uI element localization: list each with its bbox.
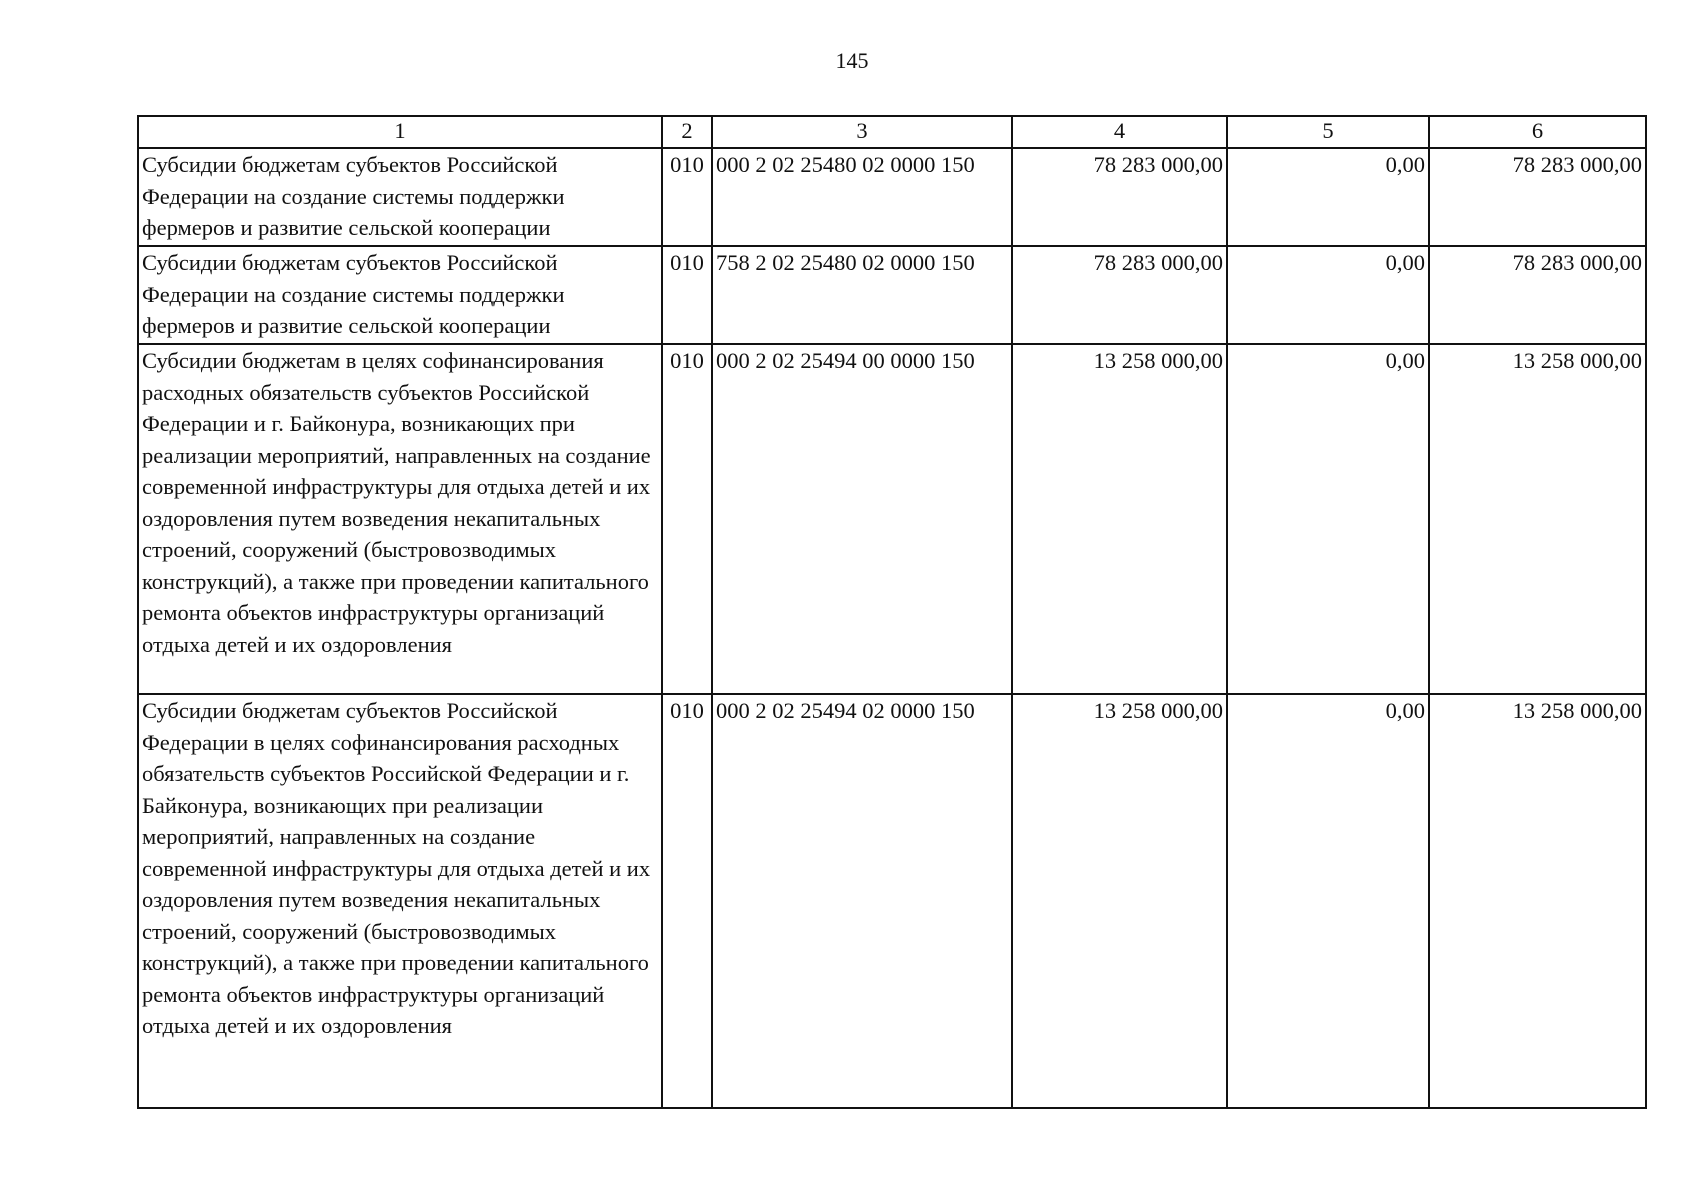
header-col-5: 5 (1227, 116, 1429, 148)
row-col5: 0,00 (1227, 246, 1429, 344)
row-col5: 0,00 (1227, 694, 1429, 1108)
row-code: 758 2 02 25480 02 0000 150 (712, 246, 1012, 344)
row-col6: 13 258 000,00 (1429, 694, 1646, 1108)
row-code: 000 2 02 25494 02 0000 150 (712, 694, 1012, 1108)
page-number: 145 (835, 48, 869, 73)
row-col6: 13 258 000,00 (1429, 344, 1646, 694)
row-col4: 13 258 000,00 (1012, 344, 1227, 694)
row-col5: 0,00 (1227, 344, 1429, 694)
header-col-3: 3 (712, 116, 1012, 148)
budget-table (137, 115, 1647, 1109)
row-name: Субсидии бюджетам в целях софинансирования расходных обязательств субъектов Российской Федерации и г. Байконура, возникающих при реализации мероприятий, направленных на создание современной инфраструктуры для отдыха детей и их оздоровления путем возведения некапитальных строений, сооружений (быстровозводимых конструкций), а также при проведении капитального ремонта объектов инфраструктуры организаций отдыха детей и их оздоровления (138, 344, 662, 694)
row-name: Субсидии бюджетам субъектов Российской Федерации на создание системы поддержки фермеров и развитие сельской кооперации (138, 246, 662, 344)
table-row (138, 246, 1646, 344)
table-header (138, 116, 1646, 148)
header-col-4: 4 (1012, 116, 1227, 148)
row-col4: 78 283 000,00 (1012, 246, 1227, 344)
row-col4: 13 258 000,00 (1012, 694, 1227, 1108)
row-col4: 78 283 000,00 (1012, 148, 1227, 246)
row-name: Субсидии бюджетам субъектов Российской Федерации в целях софинансирования расходных обязательств субъектов Российской Федерации и г. Байконура, возникающих при реализации мероприятий, направленных на создание современной инфраструктуры для отдыха детей и их оздоровления путем возведения некапитальных строений, сооружений (быстровозводимых конструкций), а также при проведении капитального ремонта объектов инфраструктуры организаций отдыха детей и их оздоровления (138, 694, 662, 1108)
row-name: Субсидии бюджетам субъектов Российской Федерации на создание системы поддержки фермеров и развитие сельской кооперации (138, 148, 662, 246)
header-col-1: 1 (138, 116, 662, 148)
table-body (138, 148, 1646, 1108)
header-col-2: 2 (662, 116, 712, 148)
row-code: 000 2 02 25494 00 0000 150 (712, 344, 1012, 694)
table-row (138, 344, 1646, 694)
row-grbs: 010 (662, 694, 712, 1108)
row-grbs: 010 (662, 246, 712, 344)
table-row (138, 148, 1646, 246)
header-col-6: 6 (1429, 116, 1646, 148)
row-grbs: 010 (662, 344, 712, 694)
row-col5: 0,00 (1227, 148, 1429, 246)
header-row (138, 116, 1646, 148)
row-code: 000 2 02 25480 02 0000 150 (712, 148, 1012, 246)
row-col6: 78 283 000,00 (1429, 148, 1646, 246)
row-grbs: 010 (662, 148, 712, 246)
table-row (138, 694, 1646, 1108)
row-col6: 78 283 000,00 (1429, 246, 1646, 344)
